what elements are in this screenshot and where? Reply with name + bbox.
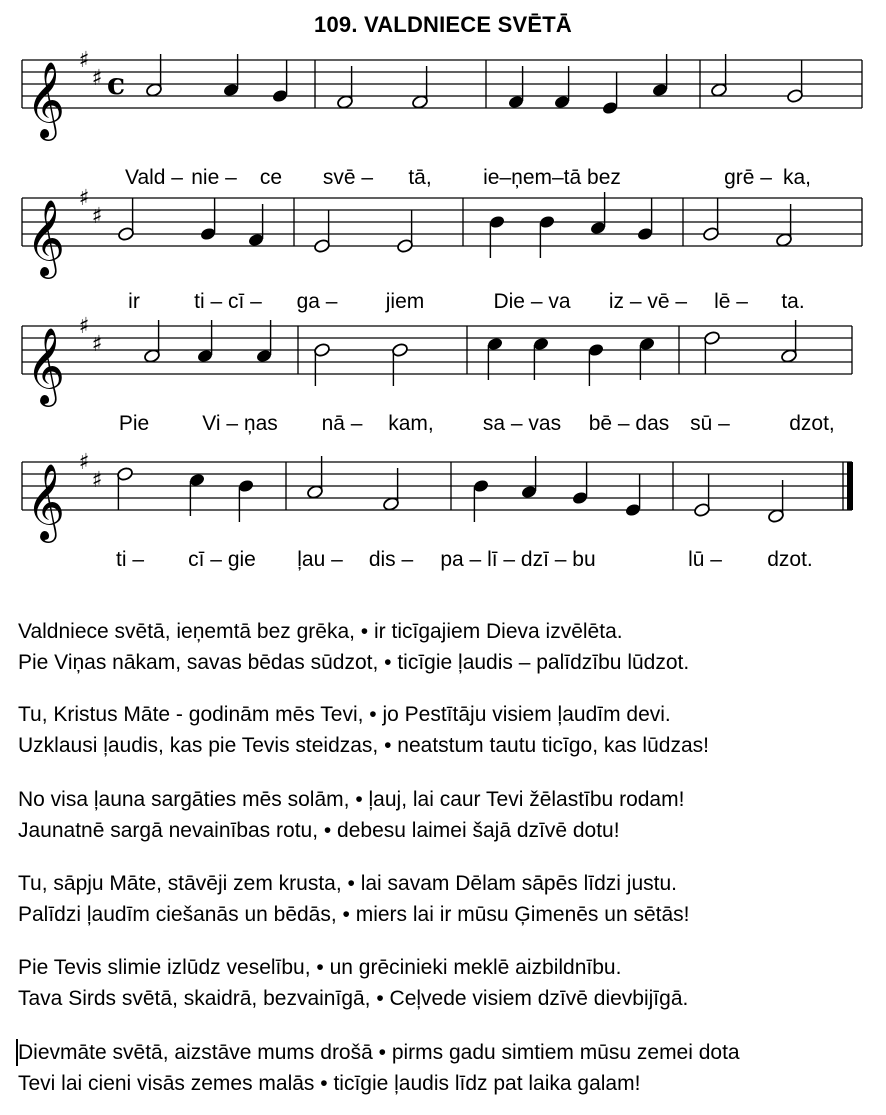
- note: [199, 198, 216, 242]
- staff-svg: [0, 25, 886, 145]
- note: [693, 474, 710, 518]
- note: [488, 214, 505, 258]
- verse-line: Tu, sāpju Māte, stāvēji zem krusta, • lai savam Dēlam sāpēs līdzi justu.: [18, 872, 677, 895]
- note: [117, 198, 134, 242]
- verse-2: [18, 699, 709, 761]
- lyric-syllable: lū –: [688, 548, 722, 571]
- music-system-3: [0, 291, 886, 435]
- verse-line: Pie Tevis slimie izlūdz veselību, • un grēcinieki meklē aizbildnību.: [18, 956, 622, 979]
- verse-4: [18, 868, 690, 930]
- verse-line: Valdniece svētā, ieņemtā bez grēka, • ir ticīgajiem Dieva izvēlēta.: [18, 620, 623, 643]
- lyric-syllable: Pie: [118, 412, 150, 435]
- note: [624, 474, 641, 518]
- music-system-1: [0, 25, 886, 189]
- lyric-syllable: sa – vas: [482, 412, 562, 435]
- verse-line: Uzklausi ļaudis, kas pie Tevis steidzas, • neatstum tautu ticīgo, kas lūdzas!: [18, 734, 709, 757]
- lyric-syllable: jiem: [385, 290, 425, 313]
- lyric-syllable: ie–ņem–tā bez: [483, 166, 621, 189]
- lyric-syllable: lē –: [714, 290, 748, 313]
- note: [538, 214, 555, 258]
- sharp-icon: ♯: [91, 468, 103, 493]
- verse-5: [18, 952, 688, 1014]
- note: [271, 60, 288, 104]
- lyric-syllable: ti –: [115, 548, 145, 571]
- lyric-syllable: ce: [259, 166, 283, 189]
- note: [237, 478, 254, 522]
- common-time-icon: c: [106, 67, 126, 102]
- note: [313, 342, 330, 386]
- verse-line: Jaunatnē sargā nevainības rotu, • debesu laimei šajā dzīvē dotu!: [18, 819, 620, 842]
- treble-clef-icon: 𝄞: [26, 463, 66, 540]
- note: [116, 466, 133, 510]
- sharp-icon: ♯: [78, 314, 90, 339]
- final-barline-thick: [847, 462, 853, 510]
- lyric-syllable: pa – lī – dzī – bu: [440, 548, 596, 571]
- lyric-syllable: tā,: [408, 166, 432, 189]
- verse-3: [18, 784, 684, 846]
- sharp-icon: ♯: [91, 204, 103, 229]
- lyric-syllable: iz – vē –: [608, 290, 688, 313]
- verse-line: Tava Sirds svētā, skaidrā, bezvainīgā, • Ceļvede visiem dzīvē dievbijīgā.: [18, 987, 689, 1010]
- verse-line: Tu, Kristus Māte - godinām mēs Tevi, • jo Pestītāju visiem ļaudīm devi.: [18, 703, 671, 726]
- note: [702, 198, 719, 242]
- note: [571, 462, 588, 506]
- lyric-syllable: nie –: [191, 166, 237, 189]
- sharp-icon: ♯: [78, 450, 90, 475]
- verse-line: No visa ļauna sargāties mēs solām, • ļauj, lai caur Tevi žēlastību rodam!: [18, 788, 685, 811]
- music-system-4: [0, 427, 886, 571]
- note: [636, 198, 653, 242]
- treble-clef-icon: 𝄞: [26, 199, 66, 276]
- note: [786, 60, 803, 104]
- lyric-syllable: svē –: [322, 166, 374, 189]
- lyric-syllable: dzot,: [789, 412, 835, 435]
- sharp-icon: ♯: [91, 66, 103, 91]
- treble-clef-icon: 𝄞: [26, 327, 66, 404]
- lyric-syllable: grē –: [724, 166, 772, 189]
- lyric-syllable: ļau –: [297, 548, 343, 571]
- lyric-syllable: ti – cī –: [194, 290, 262, 313]
- lyric-syllable: dis –: [368, 548, 414, 571]
- sharp-icon: ♯: [91, 332, 103, 357]
- lyric-syllable: ka,: [782, 166, 812, 189]
- note: [587, 342, 604, 386]
- note: [601, 72, 618, 116]
- sharp-icon: ♯: [78, 186, 90, 211]
- sharp-icon: ♯: [78, 48, 90, 73]
- song-title: 109. VALDNIECE SVĒTĀ: [314, 12, 572, 37]
- lyric-syllable: dzot.: [767, 548, 813, 571]
- lyric-syllable: Vald –: [125, 166, 183, 189]
- staff-svg: [0, 427, 886, 547]
- verse-line: Tevi lai cieni visās zemes malās • ticīgie ļaudis līdz pat laika galam!: [18, 1072, 641, 1095]
- staff-svg: [0, 163, 886, 283]
- text-cursor: [16, 1039, 18, 1066]
- verse-6[interactable]: [18, 1037, 740, 1099]
- lyric-syllable: nā –: [321, 412, 363, 435]
- music-system-2: [0, 163, 886, 313]
- lyric-syllable: cī – gie: [188, 548, 256, 571]
- verse-line: Palīdzi ļaudīm ciešanās un bēdās, • miers lai ir mūsu Ģimenēs un sētās!: [18, 903, 690, 926]
- lyric-syllable: kam,: [388, 412, 434, 435]
- lyric-syllable: ga –: [296, 290, 338, 313]
- lyric-syllable: bē – das: [588, 412, 670, 435]
- lyric-syllable: Vi – ņas: [202, 412, 278, 435]
- note: [396, 210, 413, 254]
- note: [472, 478, 489, 522]
- verse-1: [18, 616, 689, 678]
- treble-clef-icon: 𝄞: [26, 61, 66, 138]
- lyric-syllable: ir: [128, 290, 140, 313]
- lyric-syllable: sū –: [690, 412, 730, 435]
- lyric-syllable: Die – va: [493, 290, 571, 313]
- staff-svg: [0, 291, 886, 411]
- verse-line: Pie Viņas nākam, savas bēdas sūdzot, • ticīgie ļaudis – palīdzību lūdzot.: [18, 651, 690, 674]
- verse-line: Dievmāte svētā, aizstāve mums drošā • pirms gadu simtiem mūsu zemei dota: [18, 1041, 740, 1064]
- lyric-syllable: ta.: [781, 290, 805, 313]
- note: [313, 210, 330, 254]
- note: [703, 330, 720, 374]
- note: [391, 342, 408, 386]
